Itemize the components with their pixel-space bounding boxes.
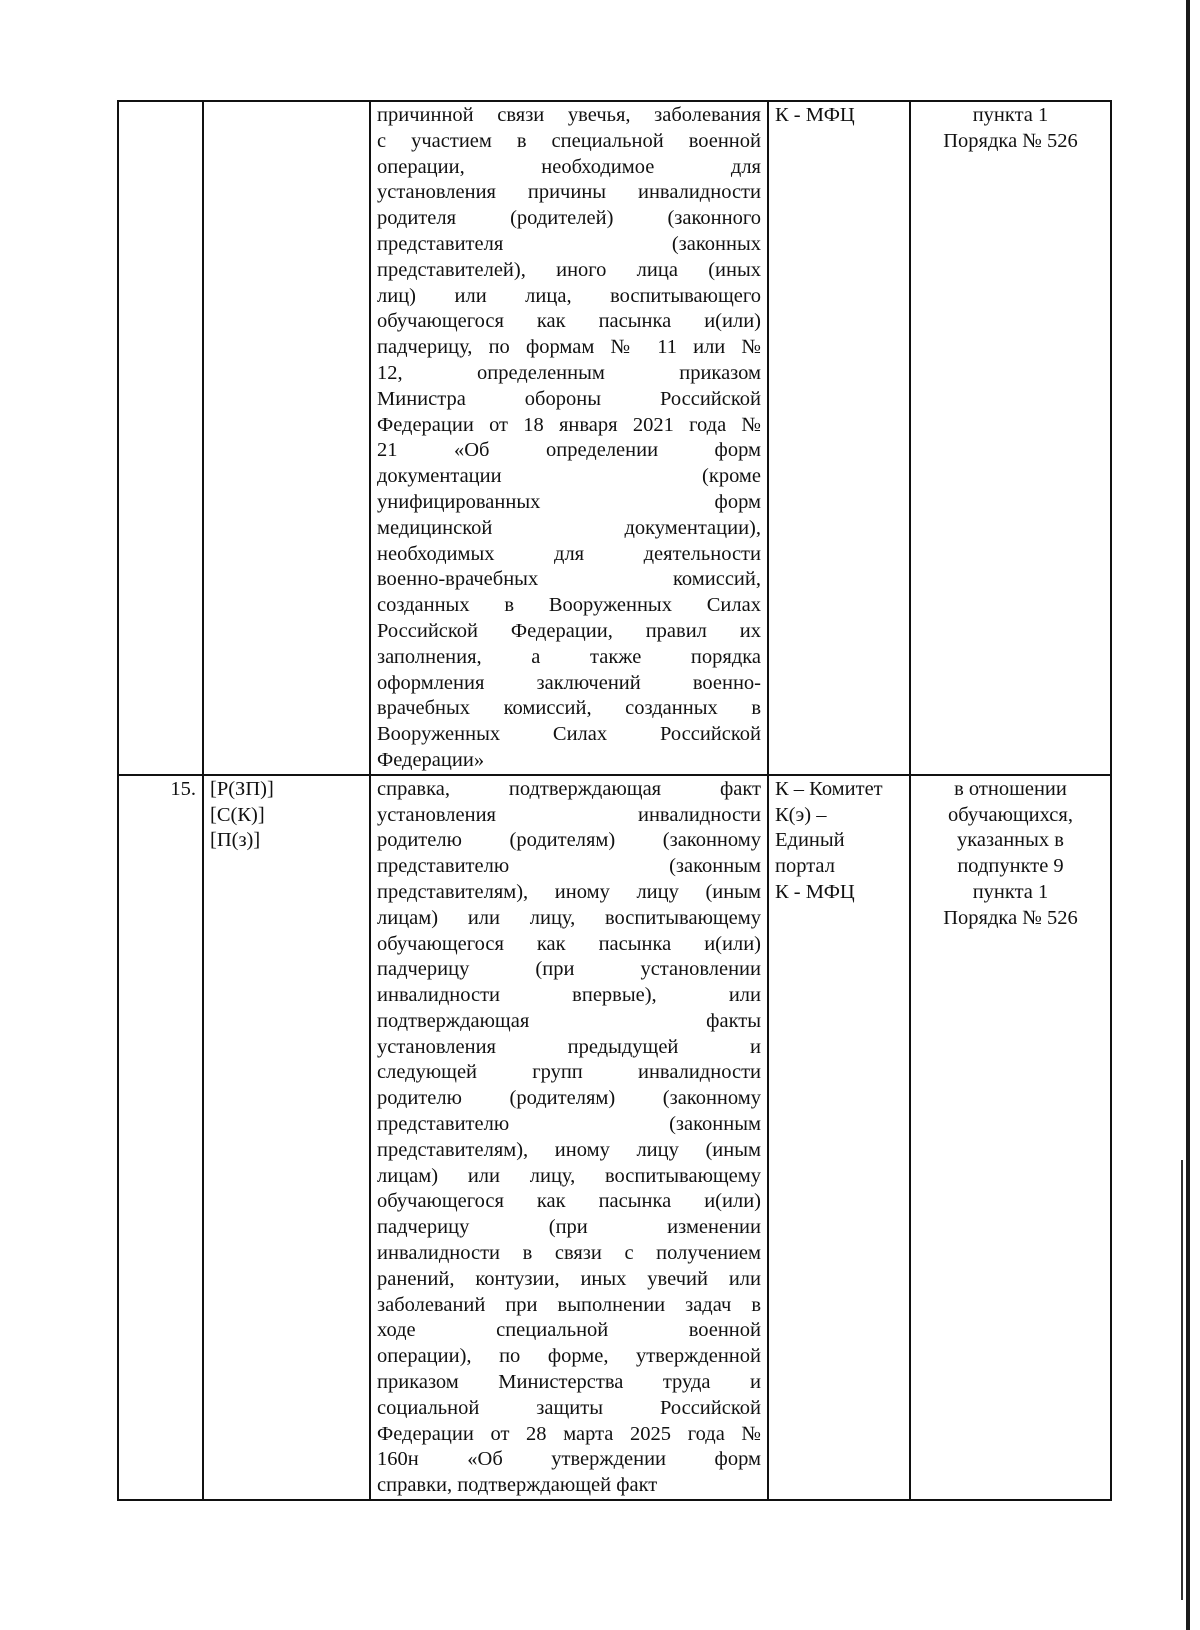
text-line: К – Комитет — [775, 777, 883, 800]
text-line: обучающегося как пасынка и(или) — [377, 310, 761, 333]
text-line: К - МФЦ — [775, 880, 855, 903]
text-line: [С(К)] — [210, 803, 265, 826]
text-line: справки, подтверждающей факт — [377, 1474, 658, 1497]
text-line: необходимых для деятельности — [377, 542, 761, 565]
text-line: заболеваний при выполнении задач в — [377, 1293, 761, 1316]
codes-cell — [203, 101, 370, 775]
documents-table — [117, 100, 1112, 1501]
text-line: К(э) – — [775, 803, 827, 826]
text-line: в отношении — [954, 777, 1067, 800]
text-line: представителю (законным — [377, 855, 761, 878]
text-line: К - МФЦ — [775, 104, 855, 126]
row-number-cell — [118, 101, 203, 775]
text-line: лицам) или лицу, воспитывающему — [377, 906, 761, 929]
text-line: представителю (законным — [377, 1113, 761, 1136]
scan-edge-line-secondary — [1181, 1160, 1183, 1600]
text-line: подтверждающая факты — [377, 1009, 761, 1032]
text-line: представителям), иному лицу (иным — [377, 1138, 761, 1161]
text-line: 160н «Об утверждении форм — [377, 1448, 761, 1471]
text-line: указанных в — [957, 829, 1064, 852]
text-line: представителей), иного лица (иных — [377, 258, 761, 281]
text-line: представителя (законных — [377, 232, 761, 255]
text-line: установления инвалидности — [377, 803, 761, 826]
text-line: лиц) или лица, воспитывающего — [377, 284, 761, 307]
text-line: Федерации от 28 марта 2025 года № — [377, 1422, 761, 1445]
text-line: инвалидности в связи с получением — [377, 1242, 761, 1265]
text-line: унифицированных форм — [377, 490, 761, 513]
text-line: [П(з)] — [210, 829, 261, 852]
note-cell — [910, 101, 1111, 775]
text-line: 21 «Об определении форм — [377, 439, 761, 462]
text-line: обучающегося как пасынка и(или) — [377, 932, 761, 955]
text-line: лицам) или лицу, воспитывающему — [377, 1164, 761, 1187]
text-line: причинной связи увечья, заболевания — [377, 104, 761, 126]
scan-edge-line — [1186, 0, 1190, 1630]
text-line: установления предыдущей и — [377, 1035, 761, 1058]
submission-channel-cell — [768, 101, 910, 775]
text-line: Министра обороны Российской — [377, 387, 761, 410]
text-line: родителю (родителям) (законному — [377, 829, 761, 852]
text-line: справка, подтверждающая факт — [377, 777, 761, 800]
text-line: установления причины инвалидности — [377, 181, 761, 204]
text-line: портал — [775, 855, 835, 878]
text-line: ходе специальной военной — [377, 1319, 761, 1342]
text-line: с участием в специальной военной — [377, 129, 761, 152]
text-line: падчерицу, по формам № 11 или № — [377, 336, 761, 359]
text-line: врачебных комиссий, созданных в — [377, 697, 761, 720]
text-line: обучающегося как пасынка и(или) — [377, 1190, 761, 1213]
text-line: созданных в Вооруженных Силах — [377, 594, 761, 617]
text-line: падчерицу (при изменении — [377, 1216, 761, 1239]
submission-channel-cell — [768, 775, 910, 1500]
text-line: Порядка № 526 — [943, 906, 1078, 929]
text-line: Федерации» — [377, 748, 485, 771]
text-line: инвалидности впервые), или — [377, 984, 761, 1007]
note-cell — [910, 775, 1111, 1500]
text-line: следующей групп инвалидности — [377, 1061, 761, 1084]
table-row — [118, 101, 1111, 775]
text-line: представителям), иному лицу (иным — [377, 880, 761, 903]
text-line: Вооруженных Силах Российской — [377, 723, 761, 746]
text-line: Федерации от 18 января 2021 года № — [377, 413, 761, 436]
text-line: заполнения, а также порядка — [377, 645, 761, 668]
text-line: пункта 1 — [972, 104, 1049, 126]
text-line: операции, необходимое для — [377, 155, 761, 178]
codes-cell — [203, 775, 370, 1500]
text-line: родителю (родителям) (законному — [377, 1087, 761, 1110]
document-description-cell — [370, 775, 768, 1500]
text-line: медицинской документации), — [377, 516, 761, 539]
text-line: документации (кроме — [377, 465, 761, 488]
text-line: родителя (родителей) (законного — [377, 207, 761, 230]
text-line: Российской Федерации, правил их — [377, 619, 761, 642]
text-line: ранений, контузии, иных увечий или — [377, 1267, 761, 1290]
text-line: приказом Министерства труда и — [377, 1371, 761, 1394]
text-line: Единый — [775, 829, 845, 852]
text-line: [Р(ЗП)] — [210, 777, 274, 800]
text-line: оформления заключений военно- — [377, 671, 761, 694]
text-line: социальной защиты Российской — [377, 1396, 761, 1419]
text-line: пункта 1 — [972, 880, 1049, 903]
text-line: Порядка № 526 — [943, 129, 1078, 152]
text-line: падчерицу (при установлении — [377, 958, 761, 981]
table-row — [118, 775, 1111, 1500]
text-line: 12, определенным приказом — [377, 361, 761, 384]
text-line: обучающихся, — [948, 803, 1073, 826]
text-line: военно-врачебных комиссий, — [377, 568, 761, 591]
row-number-cell: 15. — [118, 775, 203, 1500]
document-description-cell — [370, 101, 768, 775]
text-line: операции), по форме, утвержденной — [377, 1345, 761, 1368]
text-line: подпункте 9 — [957, 855, 1064, 878]
